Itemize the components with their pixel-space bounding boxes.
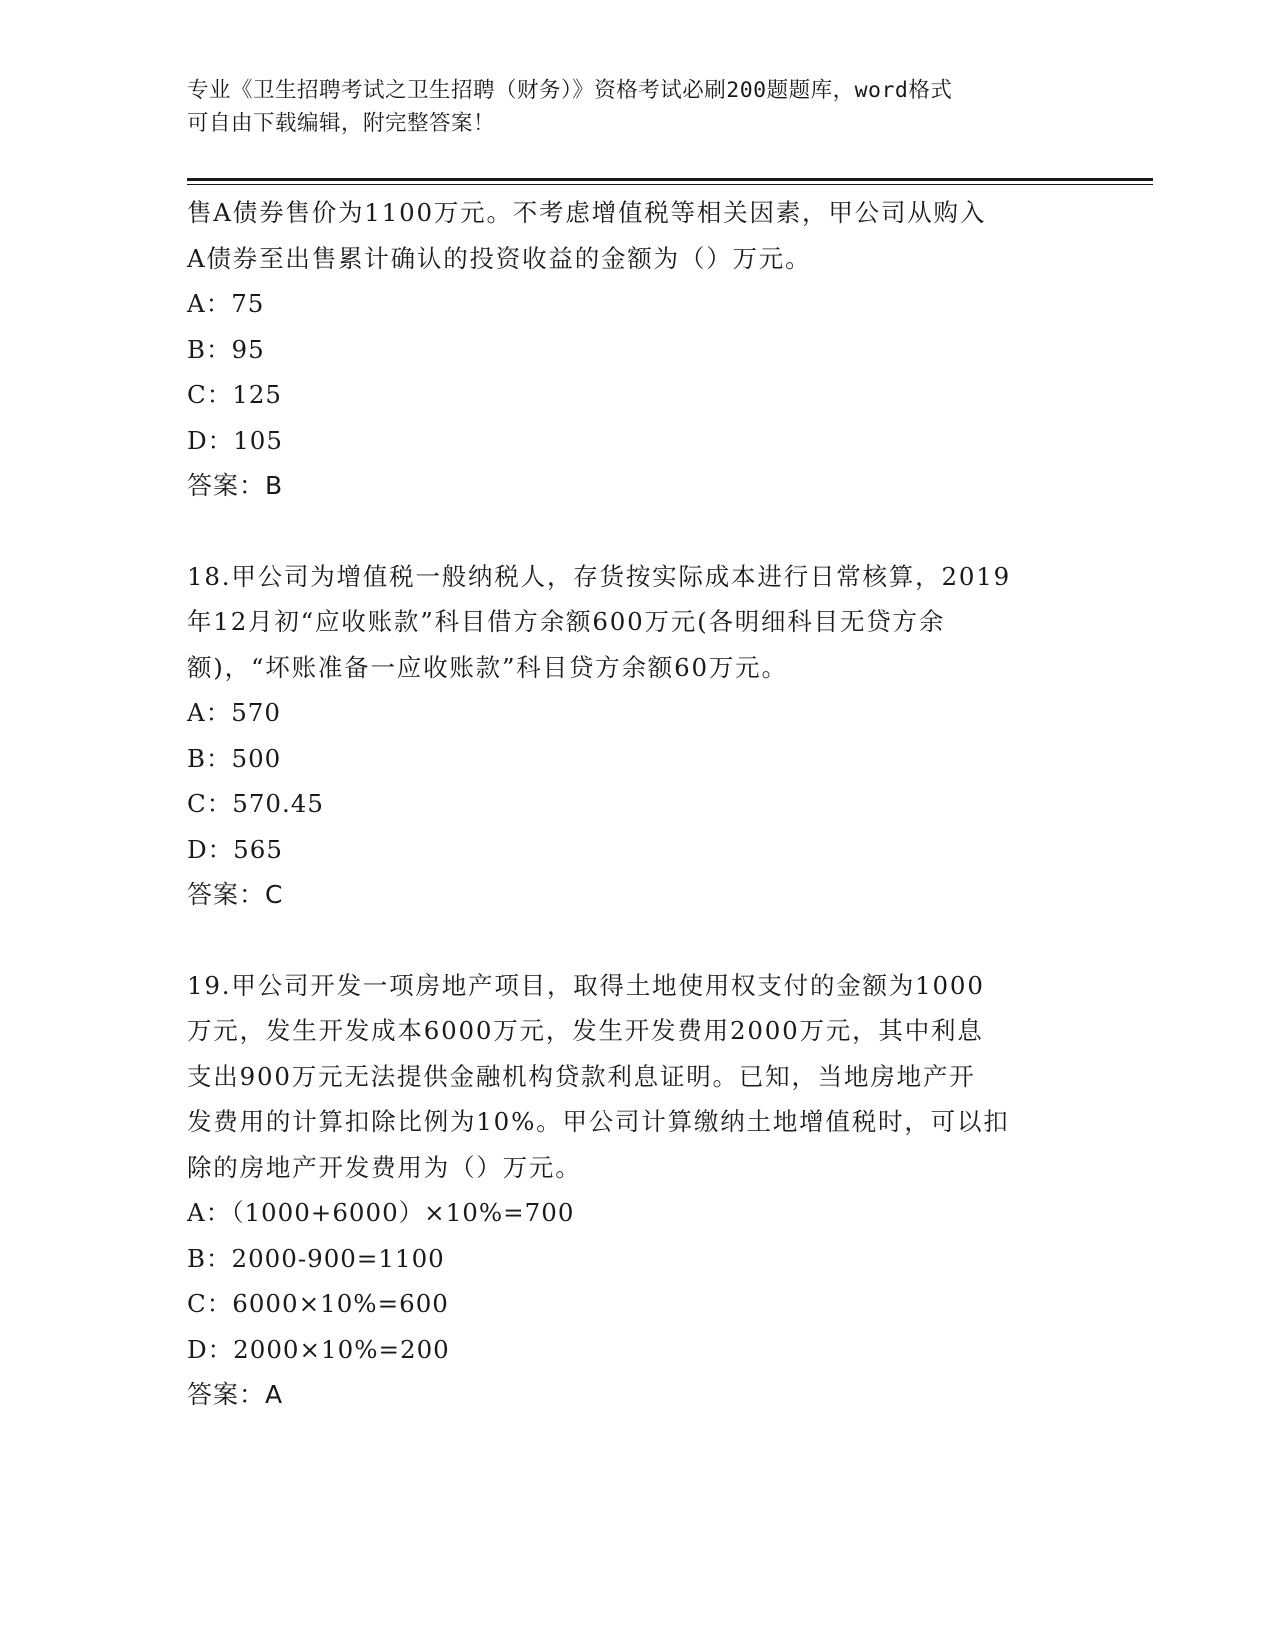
option-c: C：125 (187, 380, 283, 409)
header-line-1: 专业《卫生招聘考试之卫生招聘（财务）》资格考试必刷200题题库，word格式 (187, 78, 953, 103)
question-item (187, 963, 1087, 1418)
question-text-line: 18.甲公司为增值税一般纳税人，存货按实际成本进行日常核算，2019 (187, 561, 1012, 591)
option-d: D：2000×10%=200 (187, 1334, 450, 1364)
question-text-line: 发费用的计算扣除比例为10%。甲公司计算缴纳土地增值税时，可以扣 (187, 1107, 1010, 1136)
question-list (187, 190, 1087, 1418)
option-b: B：2000-900=1100 (187, 1243, 445, 1273)
header-divider-thin (187, 184, 1153, 185)
question-gap (187, 509, 1087, 554)
question-text-line: A债券至出售累计确认的投资收益的金额为（）万元。 (187, 243, 812, 273)
option-a: A：570 (187, 698, 281, 727)
option-d: D：105 (187, 425, 283, 455)
question-text-line: 支出900万元无法提供金融机构贷款利息证明。已知，当地房地产开 (187, 1061, 976, 1091)
option-b: B：95 (187, 334, 265, 364)
answer-label: 答案：C (187, 880, 284, 909)
question-gap (187, 918, 1087, 963)
question-text-line: 年12月初“应收账款”科目借方余额600万元(各明细科目无贷方余 (187, 607, 946, 636)
option-d: D：565 (187, 834, 283, 864)
question-item (187, 554, 1087, 918)
option-b: B：500 (187, 743, 282, 773)
option-a: A：（1000+6000）×10%=700 (187, 1198, 575, 1227)
answer-label: 答案：A (187, 1380, 284, 1409)
question-text-line: 售A债券售价为1100万元。不考虑增值税等相关因素，甲公司从购入 (187, 198, 987, 227)
question-text-line: 万元，发生开发成本6000万元，发生开发费用2000万元，其中利息 (187, 1016, 984, 1045)
answer-label: 答案：B (187, 471, 284, 500)
option-c: C：6000×10%=600 (187, 1289, 449, 1318)
page-header (187, 74, 1087, 140)
option-a: A：75 (187, 289, 265, 318)
question-text-line: 19.甲公司开发一项房地产项目，取得土地使用权支付的金额为1000 (187, 970, 985, 1000)
option-c: C：570.45 (187, 789, 324, 818)
header-divider-thick (187, 178, 1153, 181)
question-item (187, 190, 1087, 509)
question-text-line: 除的房地产开发费用为（）万元。 (187, 1152, 582, 1182)
header-line-2: 可自由下载编辑，附完整答案！ (187, 111, 496, 136)
question-text-line: 额)，“坏账准备一应收账款”科目贷方余额60万元。 (187, 652, 788, 682)
